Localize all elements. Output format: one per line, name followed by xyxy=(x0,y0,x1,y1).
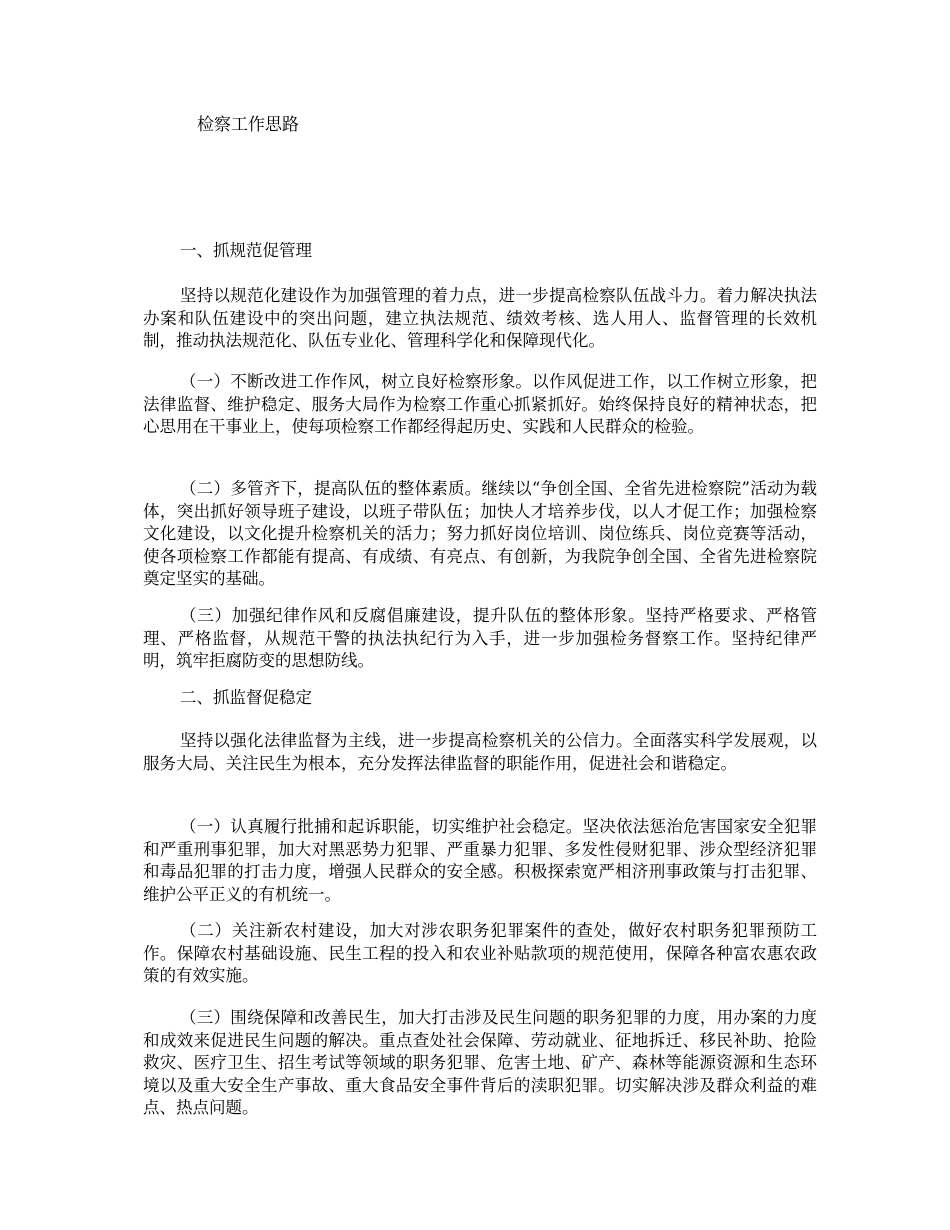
section-1-item-3-paragraph: （三）加强纪律作风和反腐倡廉建设，提升队伍的整体形象。坚持严格要求、严格管理、严格监督，从规范干警的执法执纪行为入手，进一步加强检务督察工作。坚持纪律严明，筑牢拒腐防变的思想防线。 xyxy=(143,606,817,670)
section-heading-1: 一、抓规范促管理 xyxy=(180,241,312,260)
section-2-intro-paragraph: 坚持以强化法律监督为主线，进一步提高检察机关的公信力。全面落实科学发展观，以服务大局、关注民生为根本，充分发挥法律监督的职能作用，促进社会和谐稳定。 xyxy=(143,731,817,773)
section-heading-2: 二、抓监督促稳定 xyxy=(180,688,312,707)
section-2-item-3-paragraph: （三）围绕保障和改善民生，加大打击涉及民生问题的职务犯罪的力度，用办案的力度和成效来促进民生问题的解决。重点查处社会保障、劳动就业、征地拆迁、移民补助、抢险救灾、医疗卫生、招生考试等领域的职务犯罪、危害土地、矿产、森林等能源资源和生态环境以及重大安全生产事故、重大食品安全事件背后的渎职犯罪。切实解决涉及群众利益的难点、热点问题。 xyxy=(143,1008,817,1117)
section-1-intro-paragraph: 坚持以规范化建设作为加强管理的着力点，进一步提高检察队伍战斗力。着力解决执法办案和队伍建设中的突出问题，建立执法规范、绩效考核、选人用人、监督管理的长效机制，推动执法规范化、队伍专业化、管理科学化和保障现代化。 xyxy=(143,286,817,350)
section-1-item-1-paragraph: （一）不断改进工作作风，树立良好检察形象。以作风促进工作，以工作树立形象，把法律监督、维护稳定、服务大局作为检察工作重心抓紧抓好。始终保持良好的精神状态，把心思用在干事业上，使每项检察工作都经得起历史、实践和人民群众的检验。 xyxy=(143,372,817,436)
section-1-item-2-paragraph: （二）多管齐下，提高队伍的整体素质。继续以“争创全国、全省先进检察院”活动为载体，突出抓好领导班子建设，以班子带队伍；加快人才培养步伐，以人才促工作；加强检察文化建设，以文化提升检察机关的活力；努力抓好岗位培训、岗位练兵、岗位竞赛等活动，使各项检察工作都能有提高、有成绩、有亮点、有创新，为我院争创全国、全省先进检察院奠定坚实的基础。 xyxy=(143,479,817,588)
section-2-item-2-paragraph: （二）关注新农村建设，加大对涉农职务犯罪案件的查处，做好农村职务犯罪预防工作。保障农村基础设施、民生工程的投入和农业补贴款项的规范使用，保障各种富农惠农政策的有效实施。 xyxy=(143,921,817,985)
document-title: 检察工作思路 xyxy=(197,115,299,135)
section-2-item-1-paragraph: （一）认真履行批捕和起诉职能，切实维护社会稳定。坚决依法惩治危害国家安全犯罪和严重刑事犯罪，加大对黑恶势力犯罪、严重暴力犯罪、多发性侵财犯罪、涉众型经济犯罪和毒品犯罪的打击力度，增强人民群众的安全感。积极探索宽严相济刑事政策与打击犯罪、维护公平正义的有机统一。 xyxy=(143,817,817,904)
